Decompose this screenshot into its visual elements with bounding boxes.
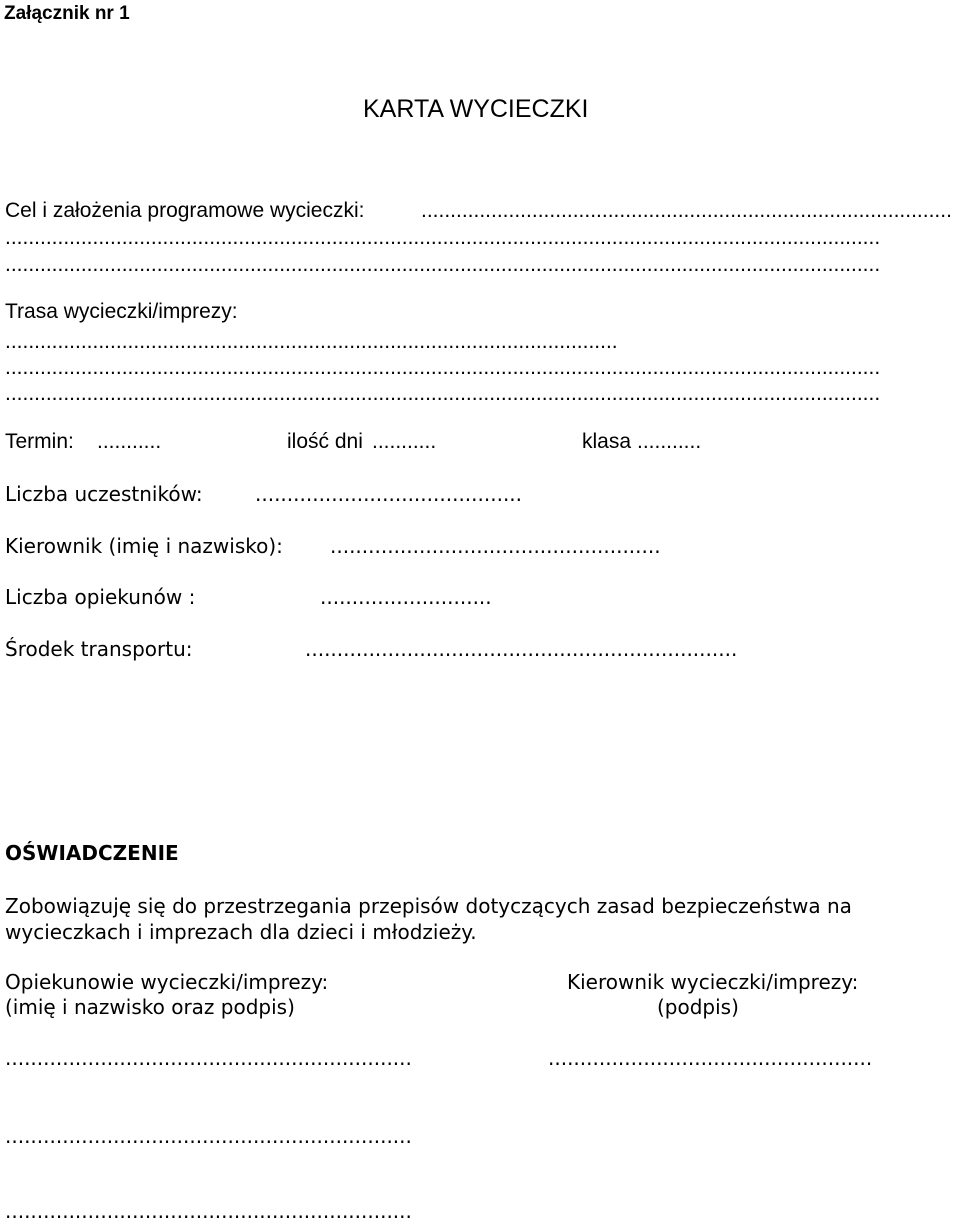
opiekunowie-dots[interactable]: ........................... <box>320 585 492 609</box>
statement-heading: OŚWIADCZENIE <box>5 841 179 865</box>
cel-dots-2[interactable]: ...................................................................................................................................................... <box>5 226 881 249</box>
cel-label: Cel i założenia programowe wycieczki: <box>5 199 365 222</box>
guardians-note: (imię i nazwisko oraz podpis) <box>5 995 295 1019</box>
transport-label: Środek transportu: <box>5 637 193 661</box>
guardian-signature-line-1[interactable]: ................................................................ <box>5 1046 412 1070</box>
statement-line-1: Zobowiązuję się do przestrzegania przepisów dotyczących zasad bezpieczeństwa na <box>5 894 852 918</box>
uczestnicy-dots[interactable]: .......................................... <box>255 482 523 506</box>
annex-label: Załącznik nr 1 <box>4 3 130 24</box>
trasa-label: Trasa wycieczki/imprezy: <box>5 300 238 323</box>
ilosc-dni-dots[interactable]: ........... <box>372 430 437 453</box>
klasa-dots[interactable]: ........... <box>637 430 702 453</box>
trasa-dots-1[interactable]: ......................................................................................................... <box>5 330 618 353</box>
uczestnicy-label: Liczba uczestników: <box>5 482 203 506</box>
cel-dots-3[interactable]: ...................................................................................................................................................... <box>5 253 881 276</box>
opiekunowie-label: Liczba opiekunów : <box>5 585 196 609</box>
kierownik-label: Kierownik (imię i nazwisko): <box>5 534 283 558</box>
page-title: KARTA WYCIECZKI <box>363 95 589 123</box>
trasa-dots-3[interactable]: ...................................................................................................................................................... <box>5 382 881 405</box>
statement-line-2: wycieczkach i imprezach dla dzieci i młodzieży. <box>5 920 477 944</box>
klasa-label: klasa <box>582 430 632 453</box>
leader-signature-line[interactable]: ................................................... <box>548 1046 873 1070</box>
trasa-dots-2[interactable]: ...................................................................................................................................................... <box>5 356 881 379</box>
guardian-signature-line-3[interactable]: ................................................................ <box>5 1199 412 1223</box>
ilosc-dni-label: ilość dni <box>287 430 363 453</box>
cel-dots-1[interactable]: ........................................................................................... <box>421 199 952 222</box>
leader-note: (podpis) <box>657 995 739 1019</box>
termin-dots[interactable]: ........... <box>97 430 162 453</box>
guardians-label: Opiekunowie wycieczki/imprezy: <box>5 970 329 994</box>
kierownik-dots[interactable]: .................................................... <box>330 534 661 558</box>
termin-label: Termin: <box>5 430 74 453</box>
leader-label: Kierownik wycieczki/imprezy: <box>567 970 859 994</box>
guardian-signature-line-2[interactable]: ................................................................ <box>5 1124 412 1148</box>
transport-dots[interactable]: .................................................................... <box>305 637 738 661</box>
